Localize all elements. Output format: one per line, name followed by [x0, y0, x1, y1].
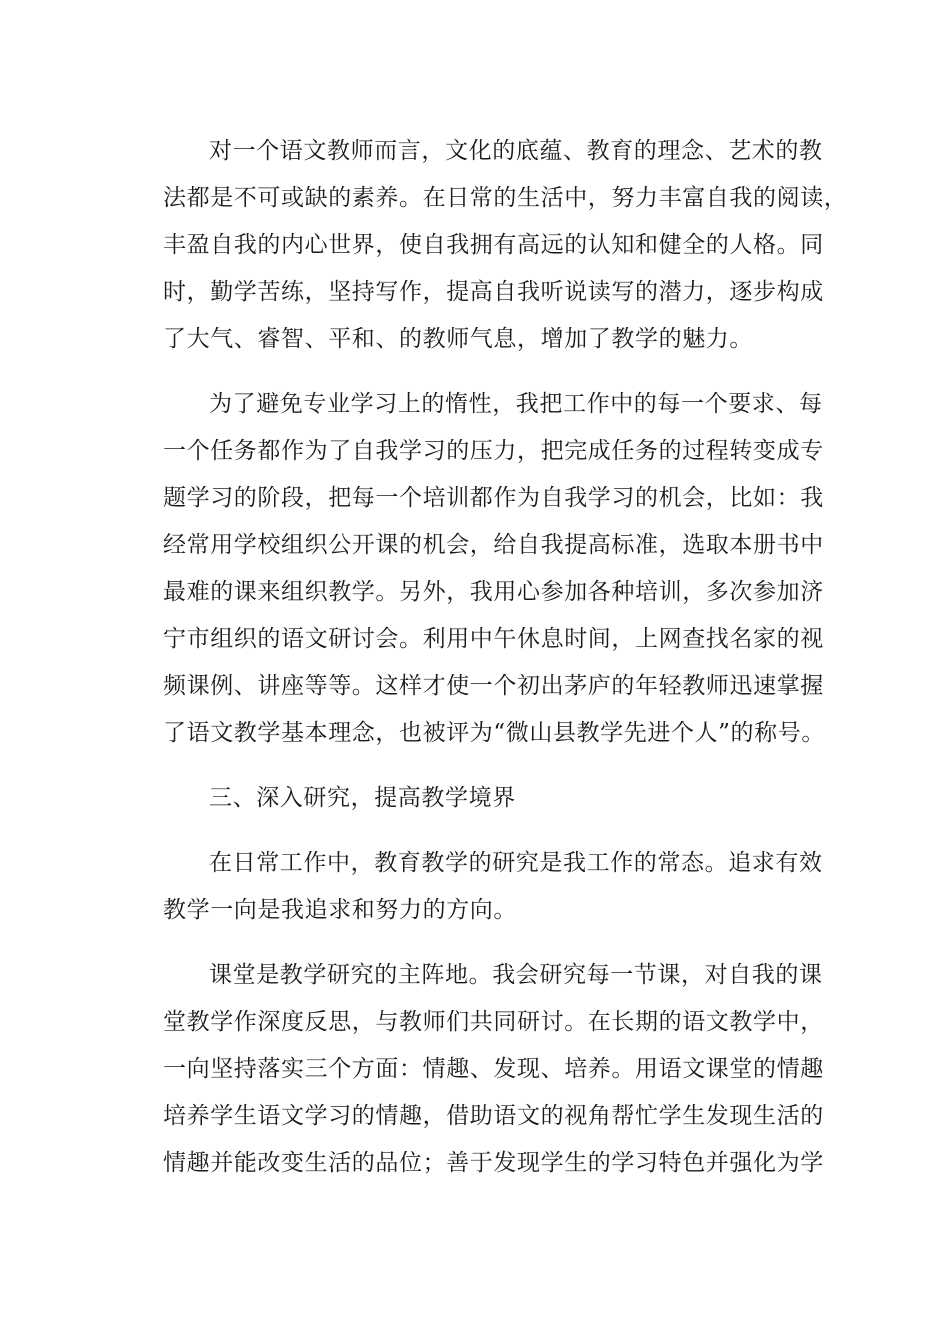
text-line: 了语文教学基本理念，也被评为“微山县教学先进个人”的称号。	[163, 720, 825, 746]
text-line: 一个任务都作为了自我学习的压力，把完成任务的过程转变成专	[163, 438, 824, 464]
text-line: 频课例、讲座等等。这样才使一个初出茅庐的年轻教师迅速掌握	[163, 673, 824, 699]
paragraph-research	[163, 840, 823, 934]
paragraph-gap	[163, 822, 799, 840]
text-line: 了大气、睿智、平和、的教师气息，增加了教学的魅力。	[163, 326, 753, 352]
text-line: 宁市组织的语文研讨会。利用中午休息时间，上网查找名家的视	[163, 626, 824, 652]
text-line: 最难的课来组织教学。另外，我用心参加各种培训，多次参加济	[163, 579, 824, 605]
text-line: 时，勤学苦练，坚持写作，提高自我听说读写的潜力，逐步构成	[163, 279, 824, 305]
text-line: 课堂是教学研究的主阵地。我会研究每一节课，对自我的课	[209, 962, 823, 988]
text-line: 经常用学校组织公开课的机会，给自我提高标准，选取本册书中	[163, 532, 824, 558]
paragraph-professional-study	[163, 381, 825, 757]
paragraph-classroom	[163, 952, 824, 1187]
text-line: 一向坚持落实三个方面：情趣、发现、培养。用语文课堂的情趣	[163, 1056, 824, 1082]
text-line: 堂教学作深度反思，与教师们共同研讨。在长期的语文教学中，	[163, 1009, 824, 1035]
text-line: 培养学生语文学习的情趣，借助语文的视角帮忙学生发现生活的	[163, 1103, 824, 1129]
paragraph-gap	[163, 934, 799, 952]
text-line: 情趣并能改变生活的品位；善于发现学生的学习特色并强化为学	[163, 1150, 824, 1176]
paragraph-literacy	[163, 128, 848, 363]
text-line: 在日常工作中，教育教学的研究是我工作的常态。追求有效	[209, 850, 823, 876]
text-line: 法都是不可或缺的素养。在日常的生活中，努力丰富自我的阅读，	[163, 185, 848, 211]
text-line: 丰盈自我的内心世界，使自我拥有高远的认知和健全的人格。同	[163, 232, 824, 258]
paragraph-gap	[163, 757, 799, 775]
text-line: 教学一向是我追求和努力的方向。	[163, 897, 517, 923]
text-line: 为了避免专业学习上的惰性，我把工作中的每一个要求、每	[209, 391, 823, 417]
text-line: 题学习的阶段，把每一个培训都作为自我学习的机会，比如：我	[163, 485, 824, 511]
document-body	[163, 128, 848, 1187]
section-heading: 三、深入研究，提高教学境界	[209, 785, 516, 811]
text-line: 对一个语文教师而言，文化的底蕴、教育的理念、艺术的教	[209, 138, 823, 164]
paragraph-gap	[163, 363, 799, 381]
